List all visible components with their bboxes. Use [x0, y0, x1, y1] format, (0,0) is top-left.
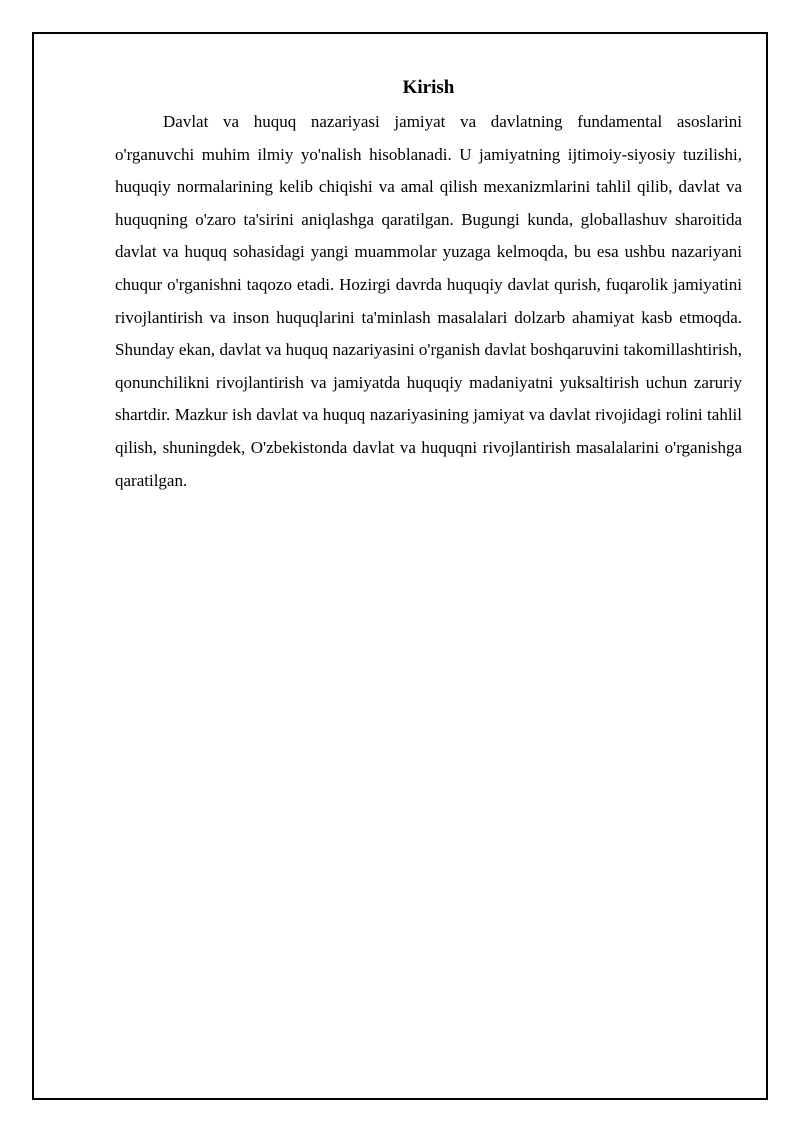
intro-paragraph: Davlat va huquq nazariyasi jamiyat va davlatning fundamental asoslarini o'rganuvchi muhim ilmiy yo'nalish hisoblanadi. U jamiyatning ijtimoiy-siyosiy tuzilishi, huquqiy normalarining kelib chiqishi va amal qilish mexanizmlarini tahlil qilib, davlat va huquqning o'zaro ta'sirini aniqlashga qaratilgan. Bugungi kunda, globallashuv sharoitida davlat va huquq sohasidagi yangi muammolar yuzaga kelmoqda, bu esa ushbu nazariyani chuqur o'rganishni taqozo etadi. Hozirgi davrda huquqiy davlat qurish, fuqarolik jamiyatini rivojlantirish va inson huquqlarini ta'minlash masalalari dolzarb ahamiyat kasb etmoqda. Shunday ekan, davlat va huquq nazariyasini o'rganish davlat boshqaruvini takomillashtirish, qonunchilikni rivojlantirish va jamiyatda huquqiy madaniyatni yuksaltirish uchun zaruriy shartdir. Mazkur ish davlat va huquq nazariyasining jamiyat va davlat rivojidagi rolini tahlil qilish, shuningdek, O'zbekistonda davlat va huquqni rivojlantirish masalalarini o'rganishga qaratilgan.	[115, 112, 742, 490]
page-title: Kirish	[402, 77, 455, 98]
document-body	[115, 74, 742, 497]
